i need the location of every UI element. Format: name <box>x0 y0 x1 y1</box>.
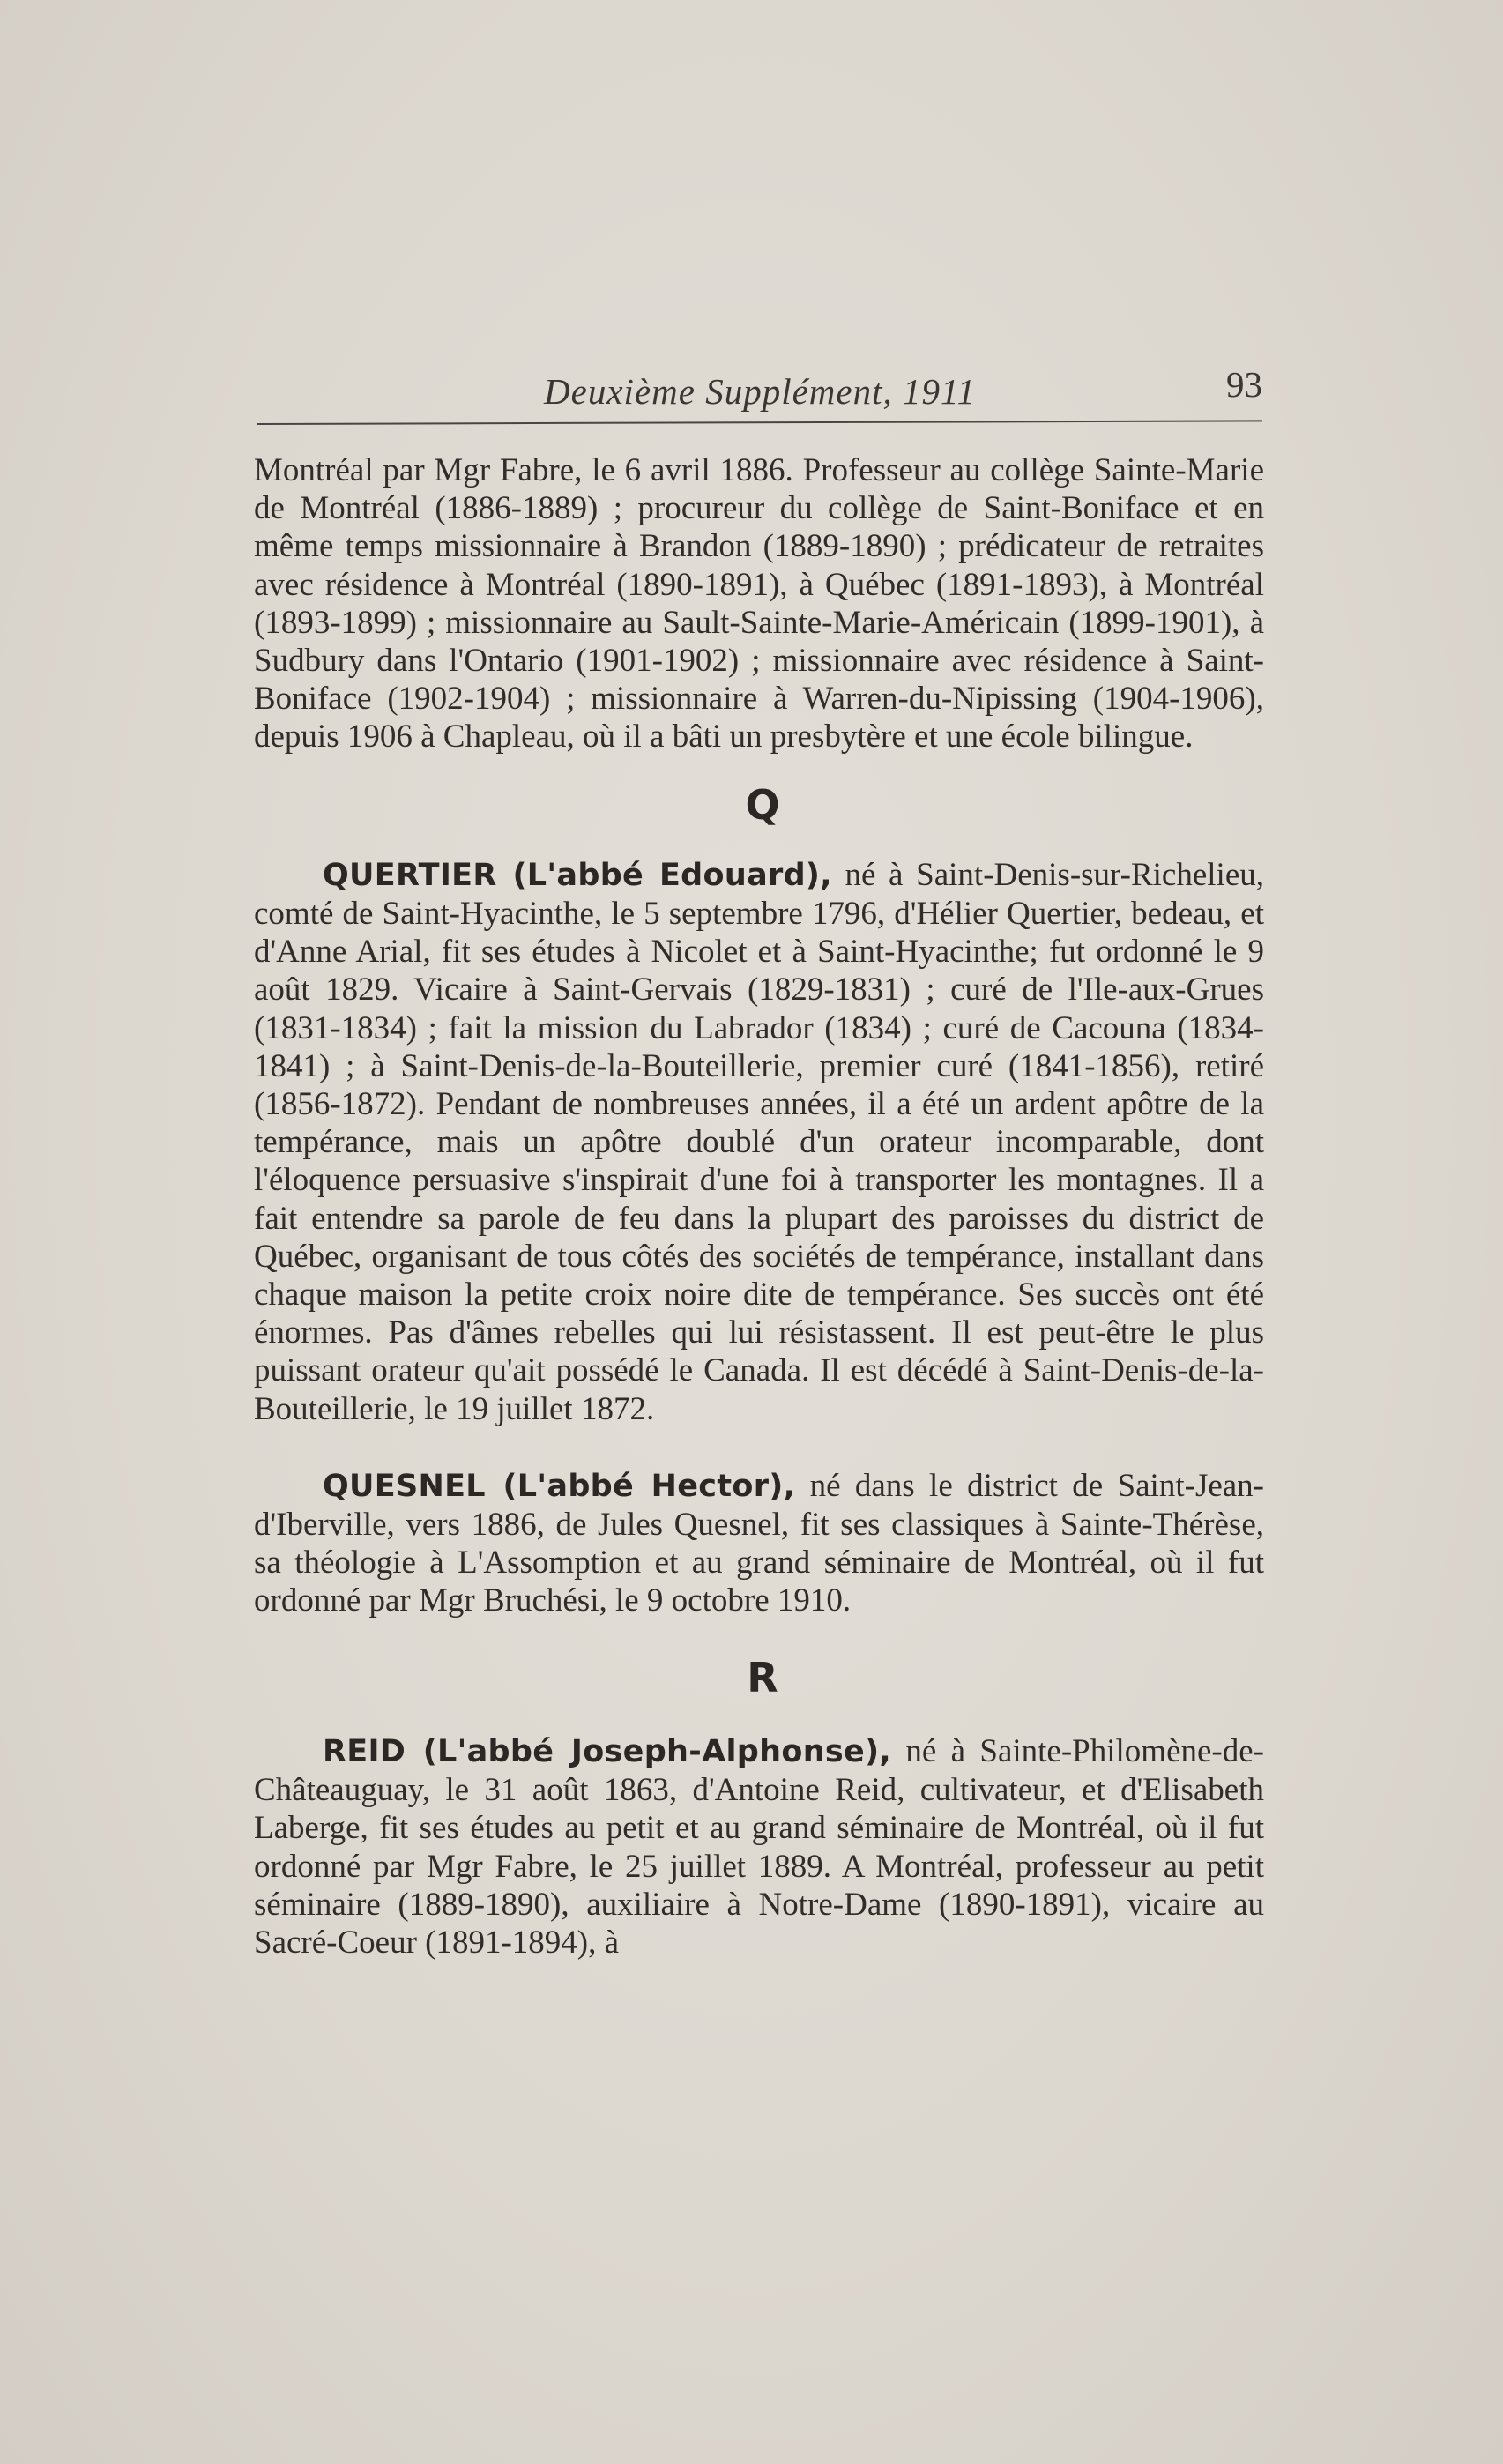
page-header <box>257 360 1262 421</box>
running-title: Deuxième Supplément, 1911 <box>544 371 976 412</box>
continuation-paragraph: Montréal par Mgr Fabre, le 6 avril 1886. Professeur au collège Sainte-Marie de Montréal (1886-1889) ; procureur du collège de Saint-Boniface et en même temps missionnaire à Brandon (1889-1890) ; prédicateur de retraites avec résidence à Montréal (1890-1891), à Québec (1891-1893), à Montréal (1893-1899) ; missionnaire au Sault-Sainte-Marie-Américain (1899-1901), à Sudbury dans l'Ontario (1901-1902) ; missionnaire avec résidence à Saint-Boniface (1902-1904) ; missionnaire à Warren-du-Nipissing (1904-1906), depuis 1906 à Chapleau, où il a bâti un presbytère et une école bilingue. <box>254 452 1264 756</box>
entry-quesnel <box>254 1467 1264 1620</box>
entry-quertier <box>254 856 1264 1428</box>
section-letter-q: Q <box>745 780 780 829</box>
entry-name-quertier: QUERTIER (L'abbé Edouard), <box>323 857 832 893</box>
entry-name-reid: REID (L'abbé Joseph-Alphonse), <box>323 1733 891 1769</box>
page-body <box>254 451 1264 1962</box>
section-letter-r: R <box>747 1653 778 1701</box>
entry-text-quertier: né à Saint-Denis-sur-Richelieu, comté de Saint-Hyacinthe, le 5 septembre 1796, d'Hélier Quertier, bedeau, et d'Anne Arial, fit ses études à Nicolet et à Saint-Hyacinthe; fut ordonné le 9 août 1829. Vicaire à Saint-Gervais (1829-1831) ; curé de l'Ile-aux-Grues (1831-1834) ; fait la mission du Labrador (1834) ; curé de Cacouna (1834-1841) ; à Saint-Denis-de-la-Bouteillerie, premier curé (1841-1856), retiré (1856-1872). Pendant de nombreuses années, il a été un ardent apôtre de la tempérance, mais un apôtre doublé d'un orateur incomparable, dont l'éloquence persuasive s'inspirait d'une foi à transporter les montagnes. Il a fait entendre sa parole de feu dans la plupart des paroisses du district de Québec, organisant de tous côtés des sociétés de tempérance, installant dans chaque maison la petite croix noire dite de tempérance. Ses succès ont été énormes. Pas d'âmes rebelles qui lui résistassent. Il est peut-être le plus puissant orateur qu'ait possédé le Canada. Il est décédé à Saint-Denis-de-la-Bouteillerie, le 19 juillet 1872. <box>254 856 1264 1427</box>
page-number: 93 <box>1226 364 1262 405</box>
entry-text-quesnel: né dans le district de Saint-Jean-d'Iberville, vers 1886, de Jules Quesnel, fit ses classiques à Sainte-Thérèse, sa théologie à L'Assomption et au grand séminaire de Montréal, où il fut ordonné par Mgr Bruchési, le 9 octobre 1910. <box>254 1467 1265 1619</box>
entry-reid <box>254 1732 1264 1962</box>
entry-text-reid: né à Sainte-Philomène-de-Châteauguay, le 31 août 1863, d'Antoine Reid, cultivateur, et d'Elisabeth Laberge, fit ses études au petit et au grand séminaire de Montréal, où il fut ordonné par Mgr Fabre, le 25 juillet 1889. A Montréal, professeur au petit séminaire (1889-1890), auxiliaire à Notre-Dame (1890-1891), vicaire au Sacré-Coeur (1891-1894), à <box>254 1732 1264 1961</box>
entry-name-quesnel: QUESNEL (L'abbé Hector), <box>323 1468 796 1504</box>
